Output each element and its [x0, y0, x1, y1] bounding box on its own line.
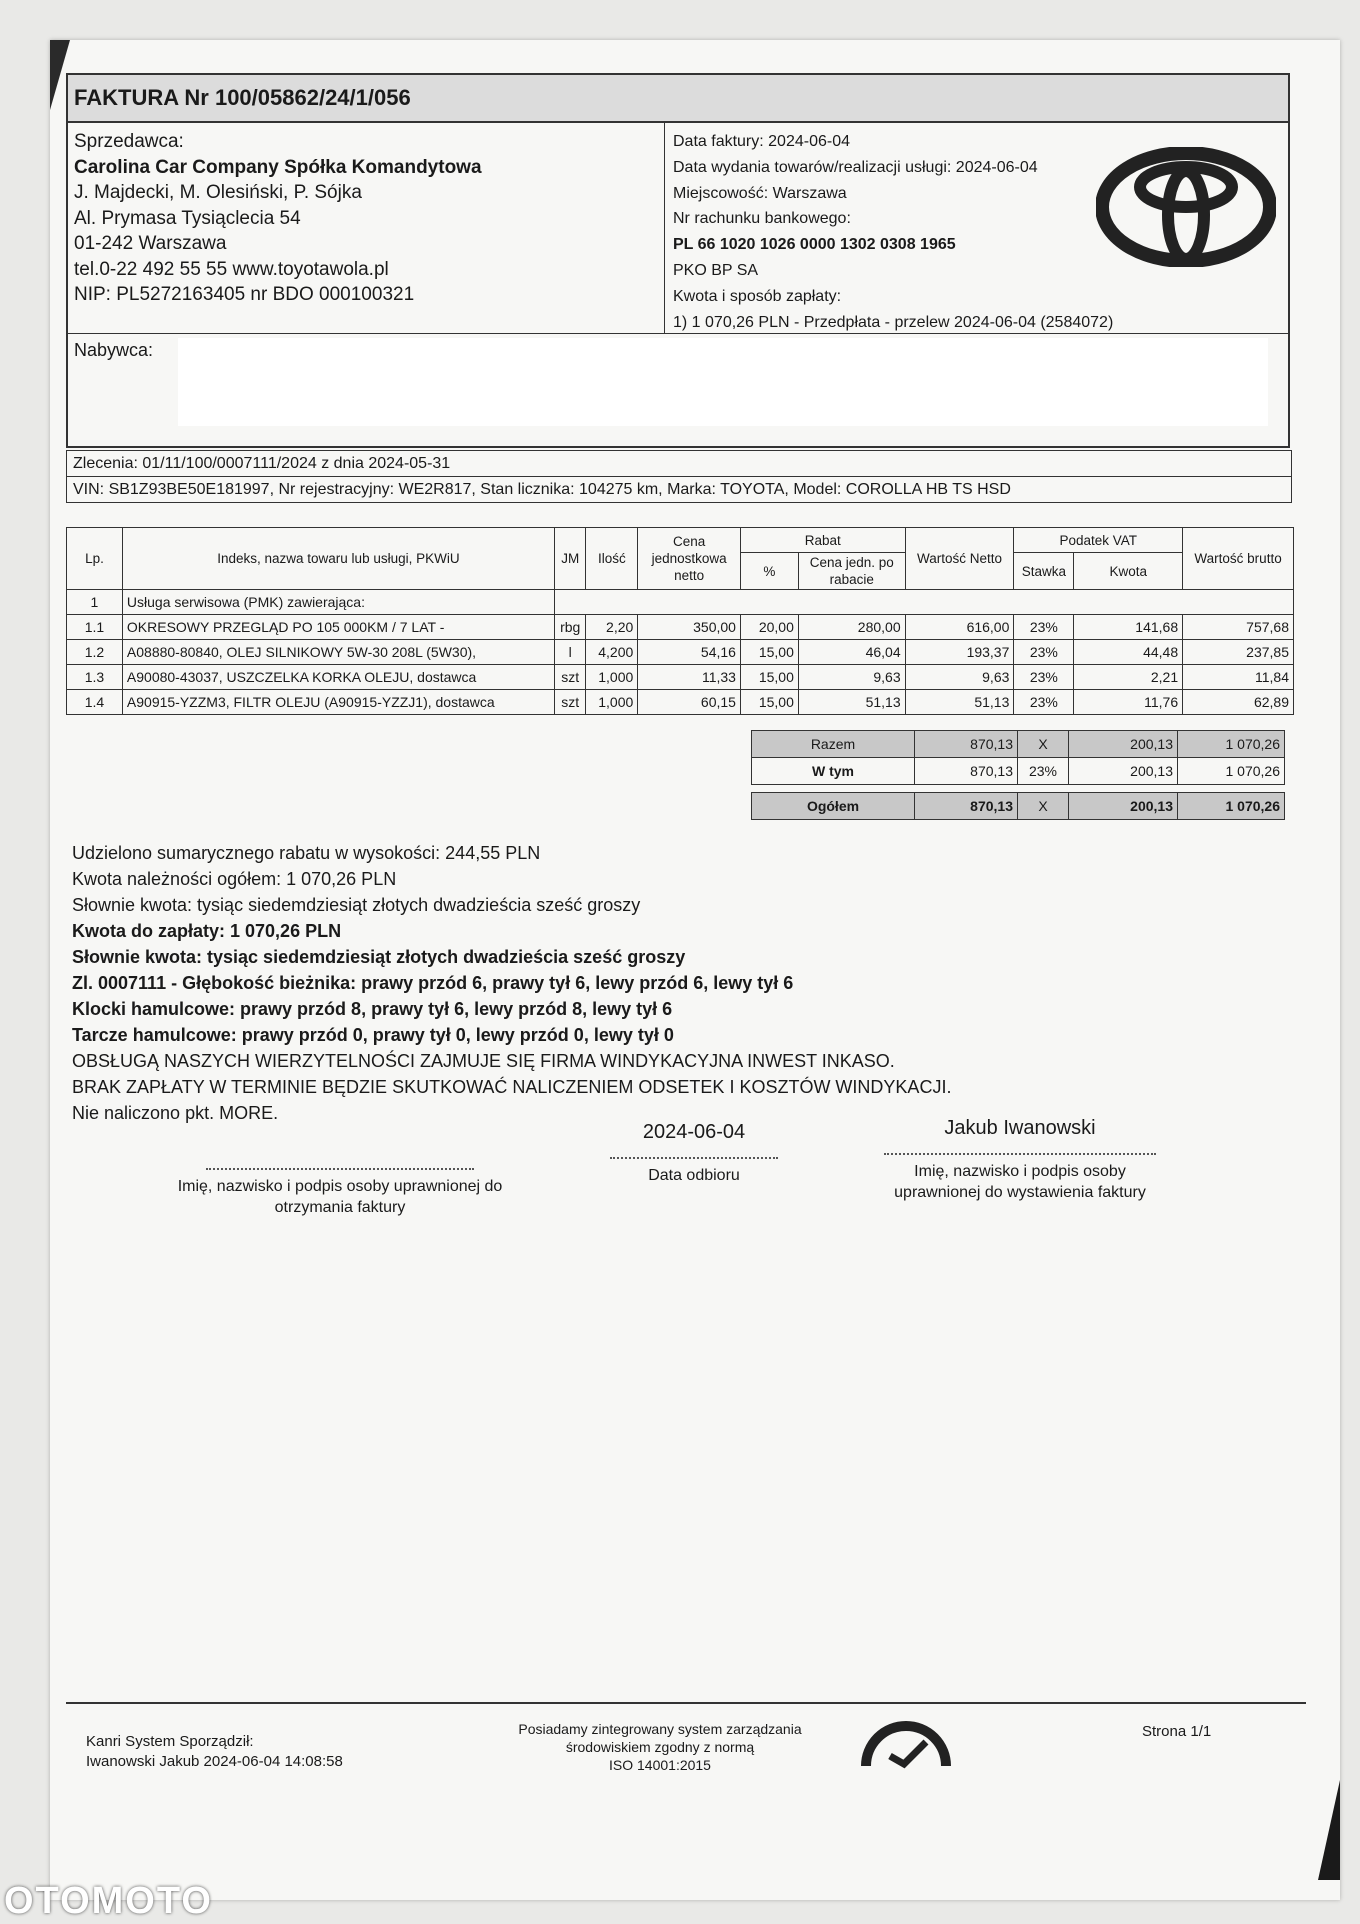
footer-author: Iwanowski Jakub 2024-06-04 14:08:58 — [86, 1753, 343, 1770]
footer-system — [86, 1732, 343, 1772]
summary-ogolem-net: 870,13 — [915, 793, 1018, 820]
row-vat-rate: 23% — [1014, 665, 1074, 690]
buyer-block — [68, 334, 1288, 446]
row-lp: 1.4 — [67, 690, 123, 715]
row-discount-pct: 20,00 — [740, 615, 798, 640]
col-jm: JM — [554, 528, 586, 590]
summary-razem-label: Razem — [752, 731, 915, 758]
note-words-1: Słownie kwota: tysiąc siedemdziesiąt złotych dwadzieścia sześć groszy — [72, 895, 641, 915]
row-name: A90080-43037, USZCZELKA KORKA OLEJU, dostawca — [122, 665, 554, 690]
seller-street: Al. Prymasa Tysiąclecia 54 — [74, 207, 301, 229]
row-unit-price: 350,00 — [638, 615, 741, 640]
row-lp: 1.3 — [67, 665, 123, 690]
footer-iso-line1: Posiadamy zintegrowany system zarządzania — [518, 1721, 802, 1737]
row-discount-pct: 15,00 — [740, 665, 798, 690]
note-collection: OBSŁUGĄ NASZYCH WIERZYTELNOŚCI ZAJMUJE SIĘ FIRMA WINDYKACYJNA INWEST INKASO. — [72, 1051, 895, 1071]
iso-certificate-icon — [860, 1712, 952, 1770]
row-net: 9,63 — [905, 665, 1014, 690]
account-number: PL 66 1020 1026 0000 1302 0308 1965 — [673, 236, 956, 254]
summary-row-wtym — [752, 758, 1285, 785]
invoice-date: Data faktury: 2024-06-04 — [673, 133, 850, 150]
note-brake-pads: Klocki hamulcowe: prawy przód 8, prawy tył 6, lewy przód 8, lewy tył 6 — [72, 999, 673, 1019]
row-lp: 1.1 — [67, 615, 123, 640]
footer-iso-line2: środowiskiem zgodny z normą — [565, 1739, 755, 1755]
col-discount-price: Cena jedn. po rabacie — [798, 553, 905, 590]
table-group-row — [67, 590, 1294, 615]
note-brake-discs: Tarcze hamulcowe: prawy przód 0, prawy tył 0, lewy przód 0, lewy tył 0 — [72, 1025, 674, 1045]
summary-wtym-rate: 23% — [1018, 758, 1069, 785]
items-table — [66, 527, 1294, 715]
col-vat-rate: Stawka — [1014, 553, 1074, 590]
scan-shadow-bottom-right — [1318, 1780, 1340, 1880]
toyota-logo-icon — [1096, 147, 1276, 267]
col-net: Wartość Netto — [905, 528, 1014, 590]
summary-wtym-label: W tym — [752, 758, 915, 785]
row-qty: 4,200 — [586, 640, 638, 665]
seller-contact: tel.0-22 492 55 55 www.toyotawola.pl — [74, 258, 389, 280]
summary-table — [751, 730, 1285, 820]
issuer-signature — [870, 1118, 1170, 1203]
row-discount-price: 51,13 — [798, 690, 905, 715]
row-gross: 757,68 — [1183, 615, 1294, 640]
invoice-header — [66, 73, 1290, 448]
row-unit-price: 54,16 — [638, 640, 741, 665]
row-vat-rate: 23% — [1014, 615, 1074, 640]
row-net: 51,13 — [905, 690, 1014, 715]
note-discount: Udzielono sumarycznego rabatu w wysokości: 244,55 PLN — [72, 843, 541, 863]
seller-nip: NIP: PL5272163405 nr BDO 000100321 — [74, 284, 415, 305]
row-vat-rate: 23% — [1014, 640, 1074, 665]
seller-partners: J. Majdecki, M. Olesiński, P. Sójka — [74, 182, 362, 203]
table-row — [67, 615, 1294, 640]
summary-wtym-vat: 200,13 — [1069, 758, 1178, 785]
col-discount-pct: % — [740, 553, 798, 590]
group-name: Usługa serwisowa (PMK) zawierająca: — [122, 590, 554, 615]
invoice-title: FAKTURA Nr 100/05862/24/1/056 — [68, 75, 1288, 123]
summary-razem-rate: X — [1018, 731, 1069, 758]
row-discount-pct: 15,00 — [740, 640, 798, 665]
otomoto-watermark: OTOMOTO — [4, 1880, 213, 1922]
row-vat-amount: 2,21 — [1074, 665, 1183, 690]
payment-label: Kwota i sposób zapłaty: — [673, 287, 842, 305]
row-unit-price: 11,33 — [638, 665, 741, 690]
account-label: Nr rachunku bankowego: — [673, 210, 851, 228]
receipt-date-caption: Data odbioru — [648, 1167, 740, 1184]
row-net: 616,00 — [905, 615, 1014, 640]
note-to-pay: Kwota do zapłaty: 1 070,26 PLN — [72, 921, 342, 941]
group-lp: 1 — [67, 590, 123, 615]
summary-ogolem-rate: X — [1018, 793, 1069, 820]
col-gross: Wartość brutto — [1183, 528, 1294, 590]
note-more: Nie naliczono pkt. MORE. — [72, 1103, 279, 1123]
table-row — [67, 640, 1294, 665]
summary-ogolem-label: Ogółem — [752, 793, 915, 820]
row-jm: szt — [554, 665, 586, 690]
row-name: OKRESOWY PRZEGLĄD PO 105 000KM / 7 LAT - — [122, 615, 554, 640]
col-vat: Podatek VAT — [1014, 528, 1183, 553]
row-vat-amount: 44,48 — [1074, 640, 1183, 665]
vehicle-line: VIN: SB1Z93BE50E181997, Nr rejestracyjny: WE2R817, Stan licznika: 104275 km, Marka: TOYOTA, Model: COROLLA HB TS HSD — [73, 481, 1011, 498]
invoice-meta — [665, 123, 1288, 333]
summary-razem-vat: 200,13 — [1069, 731, 1178, 758]
seller-city: 01-242 Warszawa — [74, 233, 227, 254]
delivery-date: Data wydania towarów/realizacji usługi: 2024-06-04 — [673, 158, 1038, 176]
table-row — [67, 690, 1294, 715]
buyer-label: Nabywca: — [74, 340, 154, 360]
row-name: A08880-80840, OLEJ SILNIKOWY 5W-30 208L (5W30), — [122, 640, 554, 665]
receipt-date-value: 2024-06-04 — [642, 1121, 746, 1143]
col-name: Indeks, nazwa towaru lub usługi, PKWiU — [122, 528, 554, 590]
row-gross: 11,84 — [1183, 665, 1294, 690]
row-discount-price: 280,00 — [798, 615, 905, 640]
note-penalty: BRAK ZAPŁATY W TERMINIE BĘDZIE SKUTKOWAĆ NALICZENIEM ODSETEK I KOSZTÓW WINDYKACJI. — [72, 1077, 952, 1097]
order-box — [66, 450, 1292, 503]
receipt-date — [610, 1122, 778, 1186]
row-gross: 237,85 — [1183, 640, 1294, 665]
issuer-caption: Imię, nazwisko i podpis osoby uprawnionej do wystawienia faktury — [894, 1163, 1146, 1201]
row-discount-price: 9,63 — [798, 665, 905, 690]
summary-ogolem-vat: 200,13 — [1069, 793, 1178, 820]
row-vat-rate: 23% — [1014, 690, 1074, 715]
notes-block — [72, 840, 951, 1126]
row-name: A90915-YZZM3, FILTR OLEJU (A90915-YZZJ1), dostawca — [122, 690, 554, 715]
buyer-redacted — [178, 338, 1268, 426]
col-qty: Ilość — [586, 528, 638, 590]
row-lp: 1.2 — [67, 640, 123, 665]
summary-ogolem-gross: 1 070,26 — [1178, 793, 1285, 820]
row-vat-amount: 141,68 — [1074, 615, 1183, 640]
col-lp: Lp. — [67, 528, 123, 590]
summary-row-ogolem — [752, 793, 1285, 820]
note-words-2: Słownie kwota: tysiąc siedemdziesiąt złotych dwadzieścia sześć groszy — [72, 947, 686, 967]
seller-block — [68, 123, 665, 333]
order-line: Zlecenia: 01/11/100/0007111/2024 z dnia 2024-05-31 — [67, 451, 1291, 477]
footer-system-name: Kanri System Sporządził: — [86, 1733, 254, 1750]
row-net: 193,37 — [905, 640, 1014, 665]
footer-divider — [66, 1702, 1306, 1704]
footer-iso-line3: ISO 14001:2015 — [609, 1757, 711, 1773]
summary-wtym-gross: 1 070,26 — [1178, 758, 1285, 785]
receiver-caption: Imię, nazwisko i podpis osoby uprawnionej do otrzymania faktury — [177, 1178, 503, 1216]
seller-company: Carolina Car Company Spółka Komandytowa — [74, 156, 482, 178]
row-qty: 1,000 — [586, 690, 638, 715]
row-discount-price: 46,04 — [798, 640, 905, 665]
note-tread-depth: Zl. 0007111 - Głębokość bieżnika: prawy przód 6, prawy tył 6, lewy przód 6, lewy tył 6 — [72, 973, 794, 993]
issuer-name: Jakub Iwanowski — [944, 1117, 1096, 1139]
row-jm: szt — [554, 690, 586, 715]
summary-razem-net: 870,13 — [915, 731, 1018, 758]
row-qty: 1,000 — [586, 665, 638, 690]
row-jm: l — [554, 640, 586, 665]
note-total-due: Kwota należności ogółem: 1 070,26 PLN — [72, 869, 397, 889]
col-discount: Rabat — [740, 528, 905, 553]
summary-razem-gross: 1 070,26 — [1178, 731, 1285, 758]
col-vat-amount: Kwota — [1074, 553, 1183, 590]
bank-name: PKO BP SA — [673, 261, 759, 279]
footer-page: Strona 1/1 — [1142, 1723, 1212, 1740]
table-row — [67, 665, 1294, 690]
row-qty: 2,20 — [586, 615, 638, 640]
row-unit-price: 60,15 — [638, 690, 741, 715]
row-discount-pct: 15,00 — [740, 690, 798, 715]
place: Miejscowość: Warszawa — [673, 184, 847, 202]
summary-wtym-net: 870,13 — [915, 758, 1018, 785]
row-vat-amount: 11,76 — [1074, 690, 1183, 715]
col-unit-price: Cena jednostkowa netto — [638, 528, 741, 590]
row-jm: rbg — [554, 615, 586, 640]
row-gross: 62,89 — [1183, 690, 1294, 715]
payment-info: 1) 1 070,26 PLN - Przedpłata - przelew 2024-06-04 (2584072) — [673, 313, 1114, 331]
receiver-signature — [170, 1168, 510, 1218]
summary-row-razem — [752, 731, 1285, 758]
footer-iso — [490, 1720, 830, 1774]
seller-label: Sprzedawca: — [74, 131, 184, 152]
